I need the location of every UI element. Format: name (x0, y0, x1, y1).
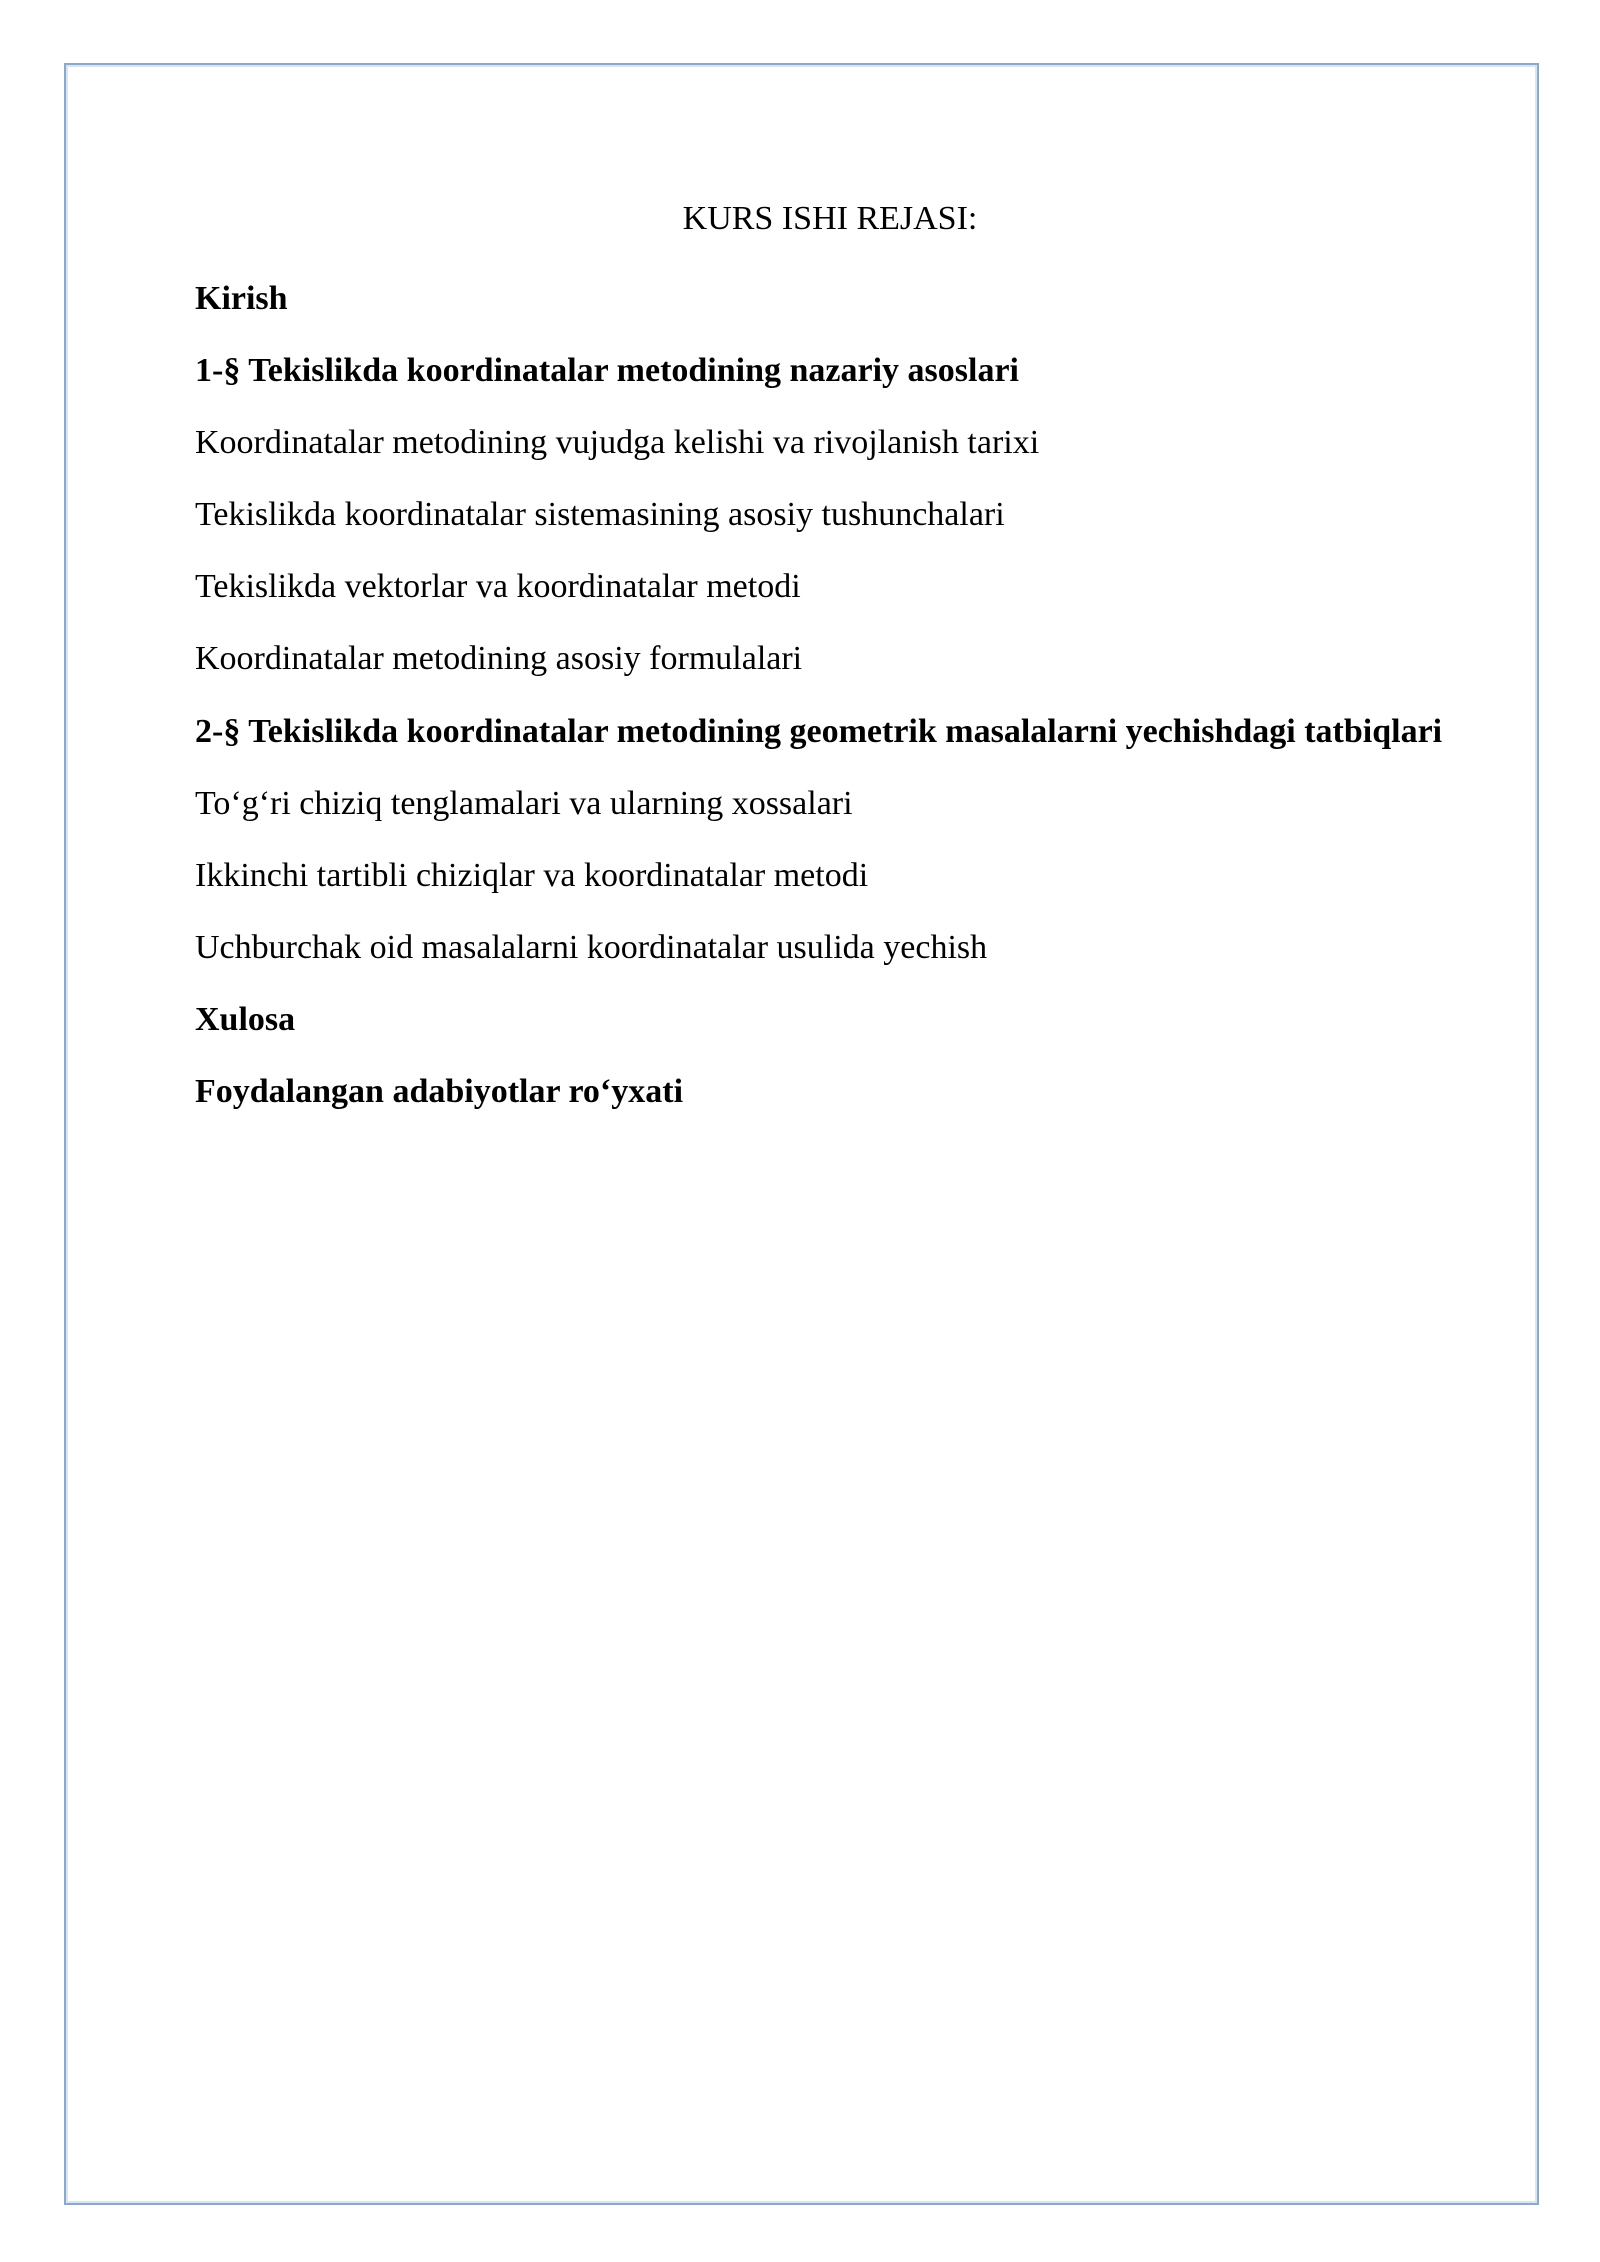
document-body (195, 190, 1445, 1147)
toc-entry-xulosa: Xulosa (195, 1001, 296, 1038)
toc-entry-kirish: Kirish (195, 280, 288, 317)
toc-entry: To‘g‘ri chiziq tenglamalari va ularning xossalari (195, 785, 853, 822)
toc-entry: Tekislikda koordinatalar sistemasining asosiy tushunchalari (195, 496, 1005, 533)
toc-entry: Tekislikda vektorlar va koordinatalar metodi (195, 568, 801, 605)
toc-section-2: 2-§ Tekislikda koordinatalar metodining geometrik masalalarni yechishdagi tatbiqlari (195, 713, 1443, 750)
toc-entry: Uchburchak oid masalalarni koordinatalar usulida yechish (195, 929, 988, 966)
document-title: KURS ISHI REJASI: (682, 200, 978, 237)
toc-entry: Koordinatalar metodining asosiy formulalari (195, 640, 803, 677)
toc-entry-references: Foydalangan adabiyotlar ro‘yxati (195, 1073, 684, 1110)
toc-entry: Koordinatalar metodining vujudga kelishi va rivojlanish tarixi (195, 424, 1040, 461)
toc-entry: Ikkinchi tartibli chiziqlar va koordinatalar metodi (195, 857, 869, 894)
toc-section-1: 1-§ Tekislikda koordinatalar metodining nazariy asoslari (195, 352, 1020, 389)
